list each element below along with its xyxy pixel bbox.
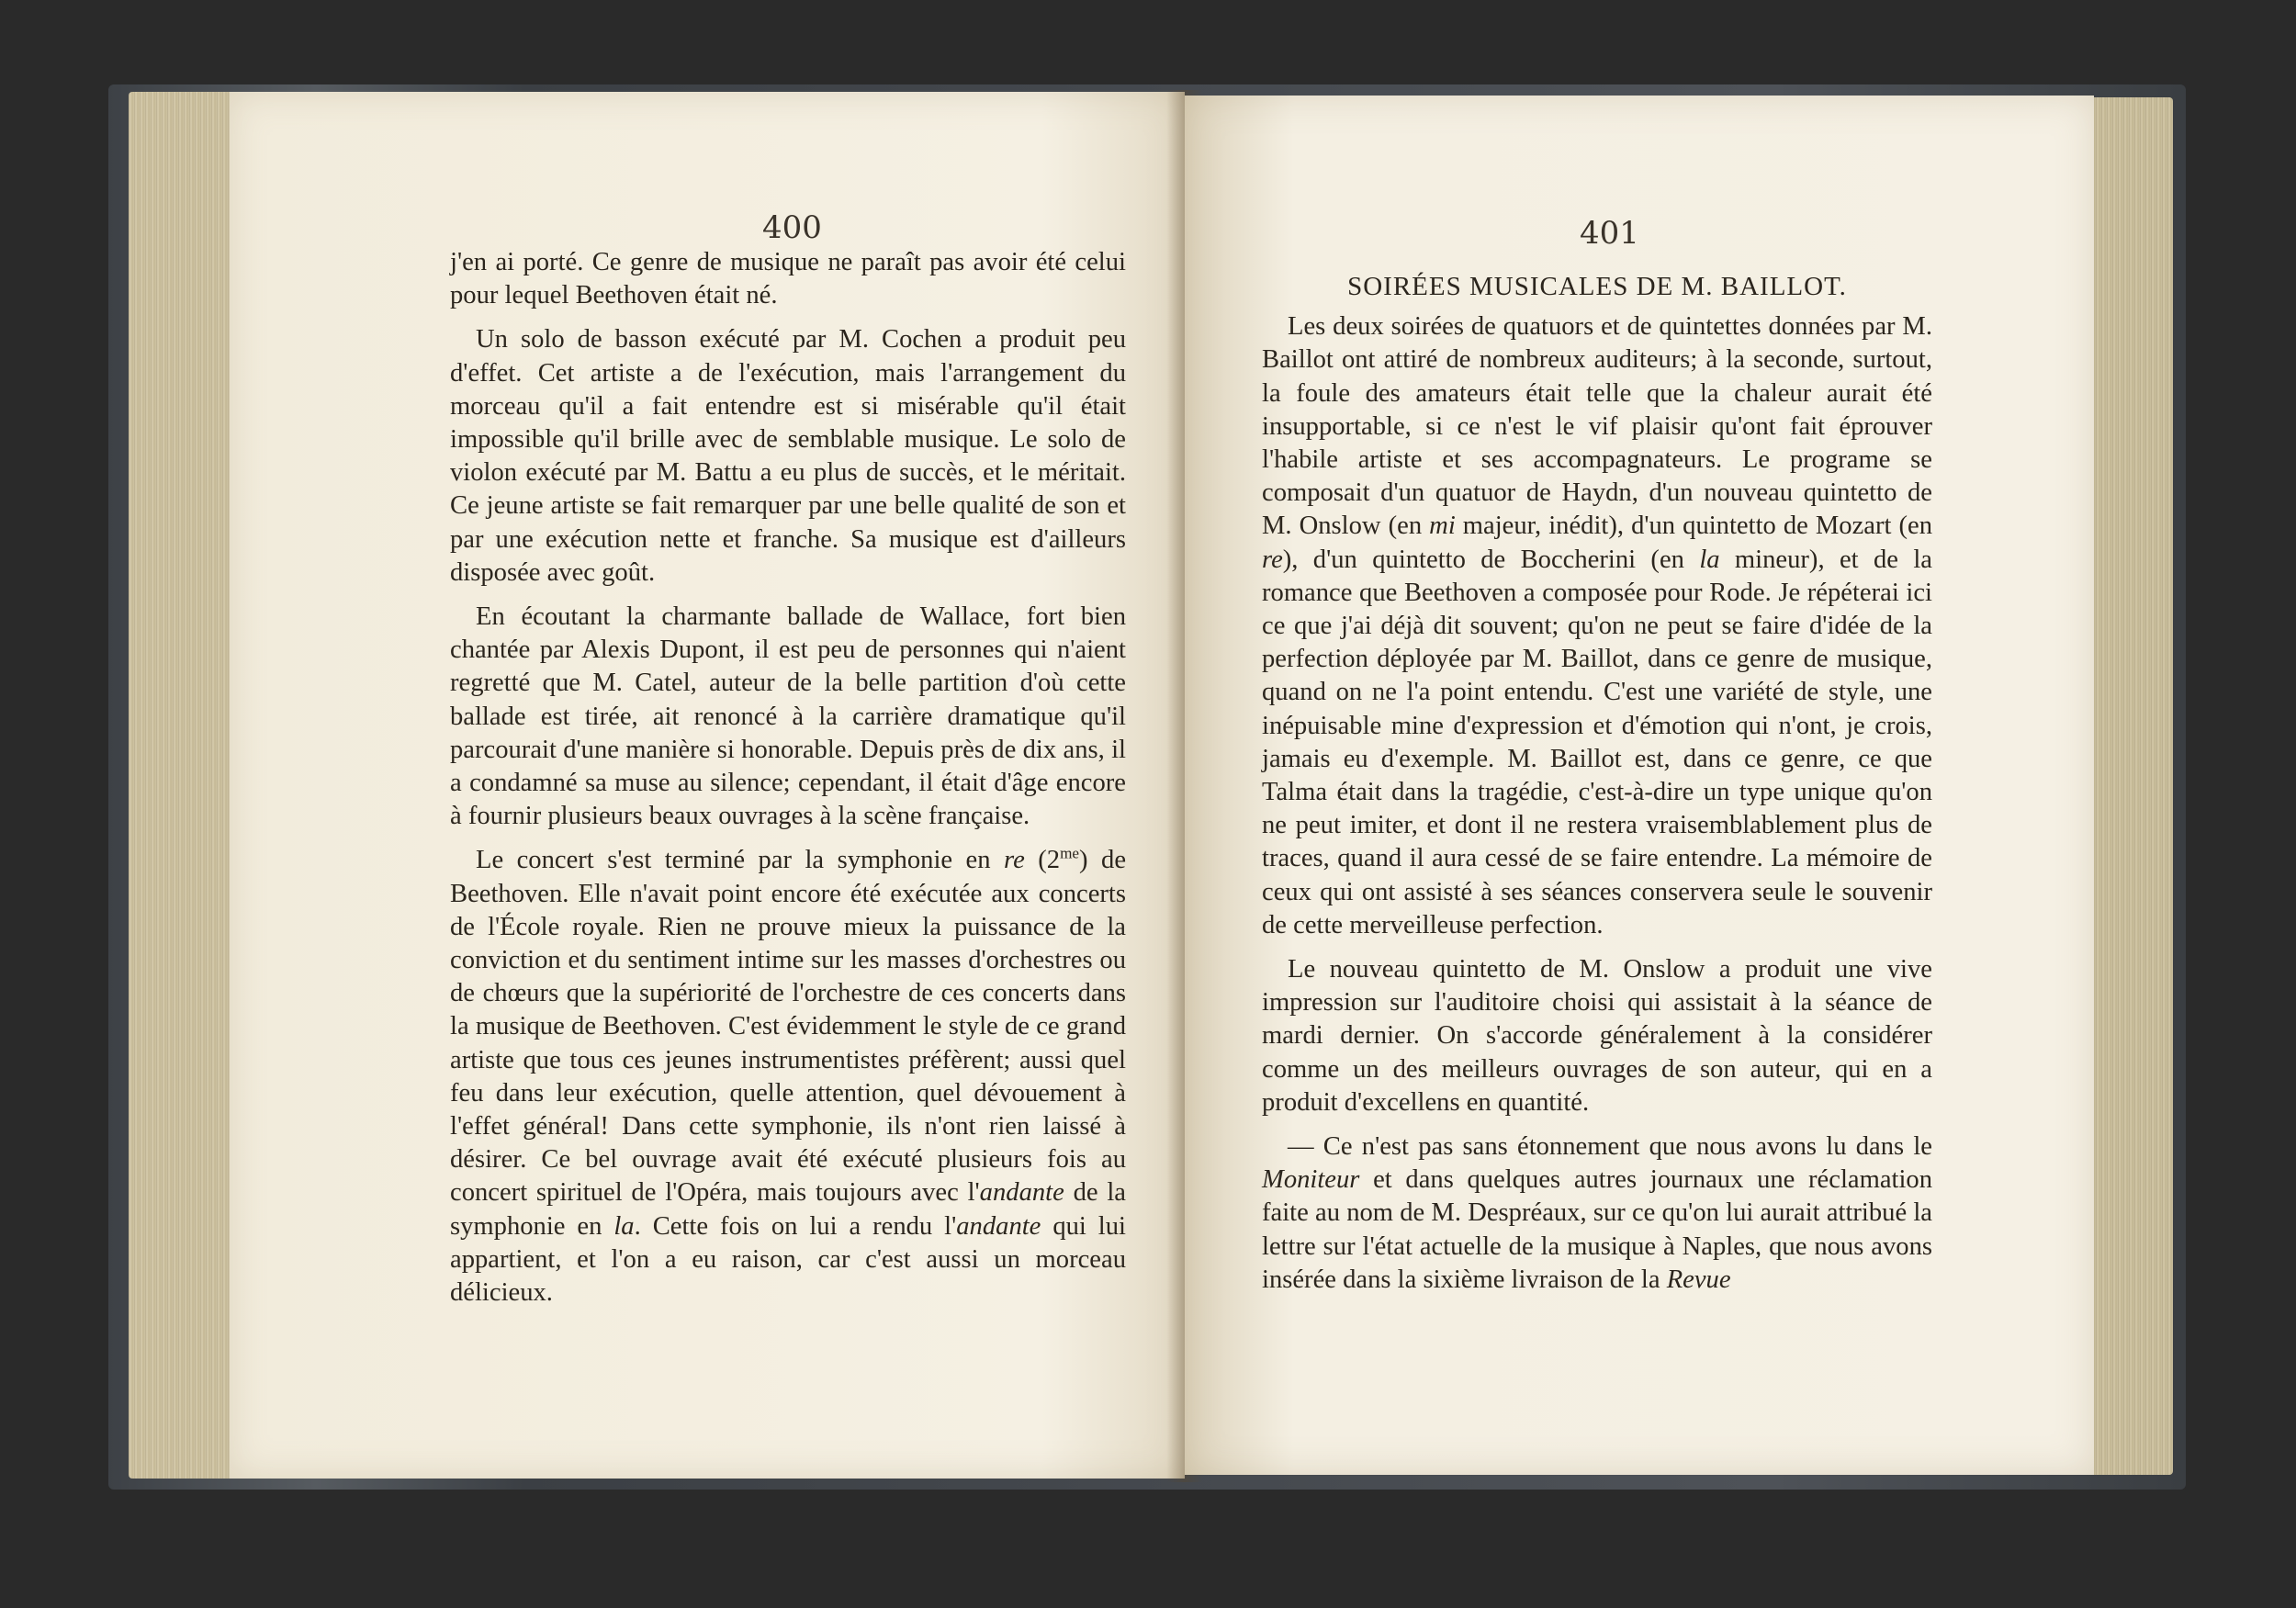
right-page-text [1262,270,1932,1297]
paragraph-text: Les deux soirées de quatuors et de quintettes données par M. Baillot ont attiré de nombreux auditeurs; à la seconde, surtout, la foule des amateurs était telle que la chaleur aurait été insupportable, si ce n'est le vif plaisir qu'ont fait éprouver l'habile artiste et ses accompagnateurs. Le programe se composait d'un quatuor de Haydn, d'un nouveau quintetto de M. Onslow (en [1262,312,1932,541]
page-edges-right [2085,97,2173,1475]
paragraph-text: . Cette fois on lui a rendu l' [634,1211,957,1241]
paragraph-text: mineur), et de la romance que Beethoven a composée pour Rode. Je répéterai ici ce que j'ai déjà dit souvent; qu'on ne peut se faire d'idée de la perfection déployée par M. Baillot, dans ce genre de musique, quand on ne l'a point entendu. C'est une variété de style, une inépuisable mine d'expression et d'émotion qui n'ont, je crois, jamais eu d'exemple. M. Baillot est, dans ce genre, ce que Talma était dans la tragédie, c'est-à-dire un type unique qu'on ne peut imiter, et dont il ne restera vraisemblablement plus de traces, quand il aura cessé de se faire entendre. La mémoire de ceux qui ont assisté à ses séances conservera seule le souvenir de cette merveilleuse perfection. [1262,545,1932,939]
paragraph-text: Le concert s'est terminé par la symphonie en [476,846,1004,875]
page-edges-left [129,92,237,1479]
italic-text: Revue [1666,1265,1731,1294]
paragraph-text: majeur, inédit), d'un quintetto de Mozart (en [1455,512,1932,541]
italic-text: andante [979,1178,1064,1208]
paragraph-text: de la symphonie en [450,1178,1127,1241]
italic-text: la [613,1211,635,1241]
italic-text: andante [956,1211,1041,1241]
italic-text: re [1262,545,1283,574]
italic-text: Moniteur [1262,1165,1360,1195]
page-number-left: 400 [762,209,822,246]
section-heading: SOIRÉES MUSICALES DE M. BAILLOT. [1347,272,1847,301]
paragraph-text: ) de Beethoven. Elle n'avait point encore été exécutée aux concerts de l'École royale. Rien ne prouve mieux la puissance de la conviction et du sentiment intime sur les masses d'orchestres ou de chœurs que la supériorité de l'orchestre de ces concerts dans la musique de Beethoven. C'est évidemment le style de ce grand artiste que tous ces jeunes instrumentistes préfèrent; aussi quel feu dans leur exécution, quelle attention, quel dévouement à l'effet général! Dans cette symphonie, ils n'ont rien laissé à désirer. Ce bel ouvrage avait été exécuté plusieurs fois au concert spirituel de l'Opéra, mais toujours avec l' [450,846,1127,1208]
paragraph-text: et dans quelques autres journaux une réclamation faite au nom de M. Despréaux, sur ce qu'on lui aurait attribué la lettre sur l'état actuelle de la musique à Naples, que nous avons insérée dans la sixième livraison de la [1262,1165,1932,1294]
italic-text: mi [1429,512,1456,541]
paragraph-text: Un solo de basson exécuté par M. Cochen a produit peu d'effet. Cet artiste a de l'exécution, mais l'arrangement du morceau qu'il a fait entendre est si misérable qu'il était impossible qu'il brille avec de semblable musique. Le solo de violon exécuté par M. Battu a eu plus de succès, et le méritait. Ce jeune artiste se fait remarquer par une belle qualité de son et par une exécution nette et franche. Sa musique est d'ailleurs disposée avec goût. [450,325,1126,587]
superscript: me [1060,844,1080,862]
paragraph [1262,1130,1932,1297]
paragraph [450,323,1126,590]
left-page-text [450,246,1126,1310]
paragraph [450,246,1126,312]
paragraph [1262,310,1932,942]
paragraph-text: Le nouveau quintetto de M. Onslow a produit une vive impression sur l'auditoire choisi qui assistait à la séance de mardi dernier. On s'accorde généralement à la considérer comme un des meilleurs ouvrages de son auteur, qui en a produit d'excellens en quantité. [1262,955,1932,1117]
italic-text: la [1699,545,1720,574]
paragraph [1262,953,1932,1119]
paragraph-text: (2 [1024,846,1061,875]
paragraph-text: ), d'un quintetto de Boccherini (en [1282,545,1700,574]
italic-text: re [1004,846,1025,875]
left-page [230,92,1185,1479]
paragraph-text: — Ce n'est pas sans étonnement que nous avons lu dans le [1288,1132,1932,1162]
paragraph [450,601,1126,833]
paragraph-text: En écoutant la charmante ballade de Wallace, fort bien chantée par Alexis Dupont, il est peu de personnes qui n'aient regretté que M. Catel, auteur de la belle partition d'où cette ballade est tirée, ait renoncé à la carrière dramatique qu'il parcourait d'une manière si honorable. Depuis près de dix ans, il a condamné sa muse au silence; cependant, il était d'âge encore à fournir plusieurs beaux ouvrages à la scène française. [450,602,1126,831]
page-number-right: 401 [1580,215,1639,252]
paragraph-text: qui lui appartient, et l'on a eu raison, car c'est aussi un morceau délicieux. [450,1211,1126,1308]
right-page [1185,96,2094,1475]
paragraph-text: j'en ai porté. Ce genre de musique ne paraît pas avoir été celui pour lequel Beethoven était né. [450,248,1126,310]
paragraph [450,844,1126,1310]
